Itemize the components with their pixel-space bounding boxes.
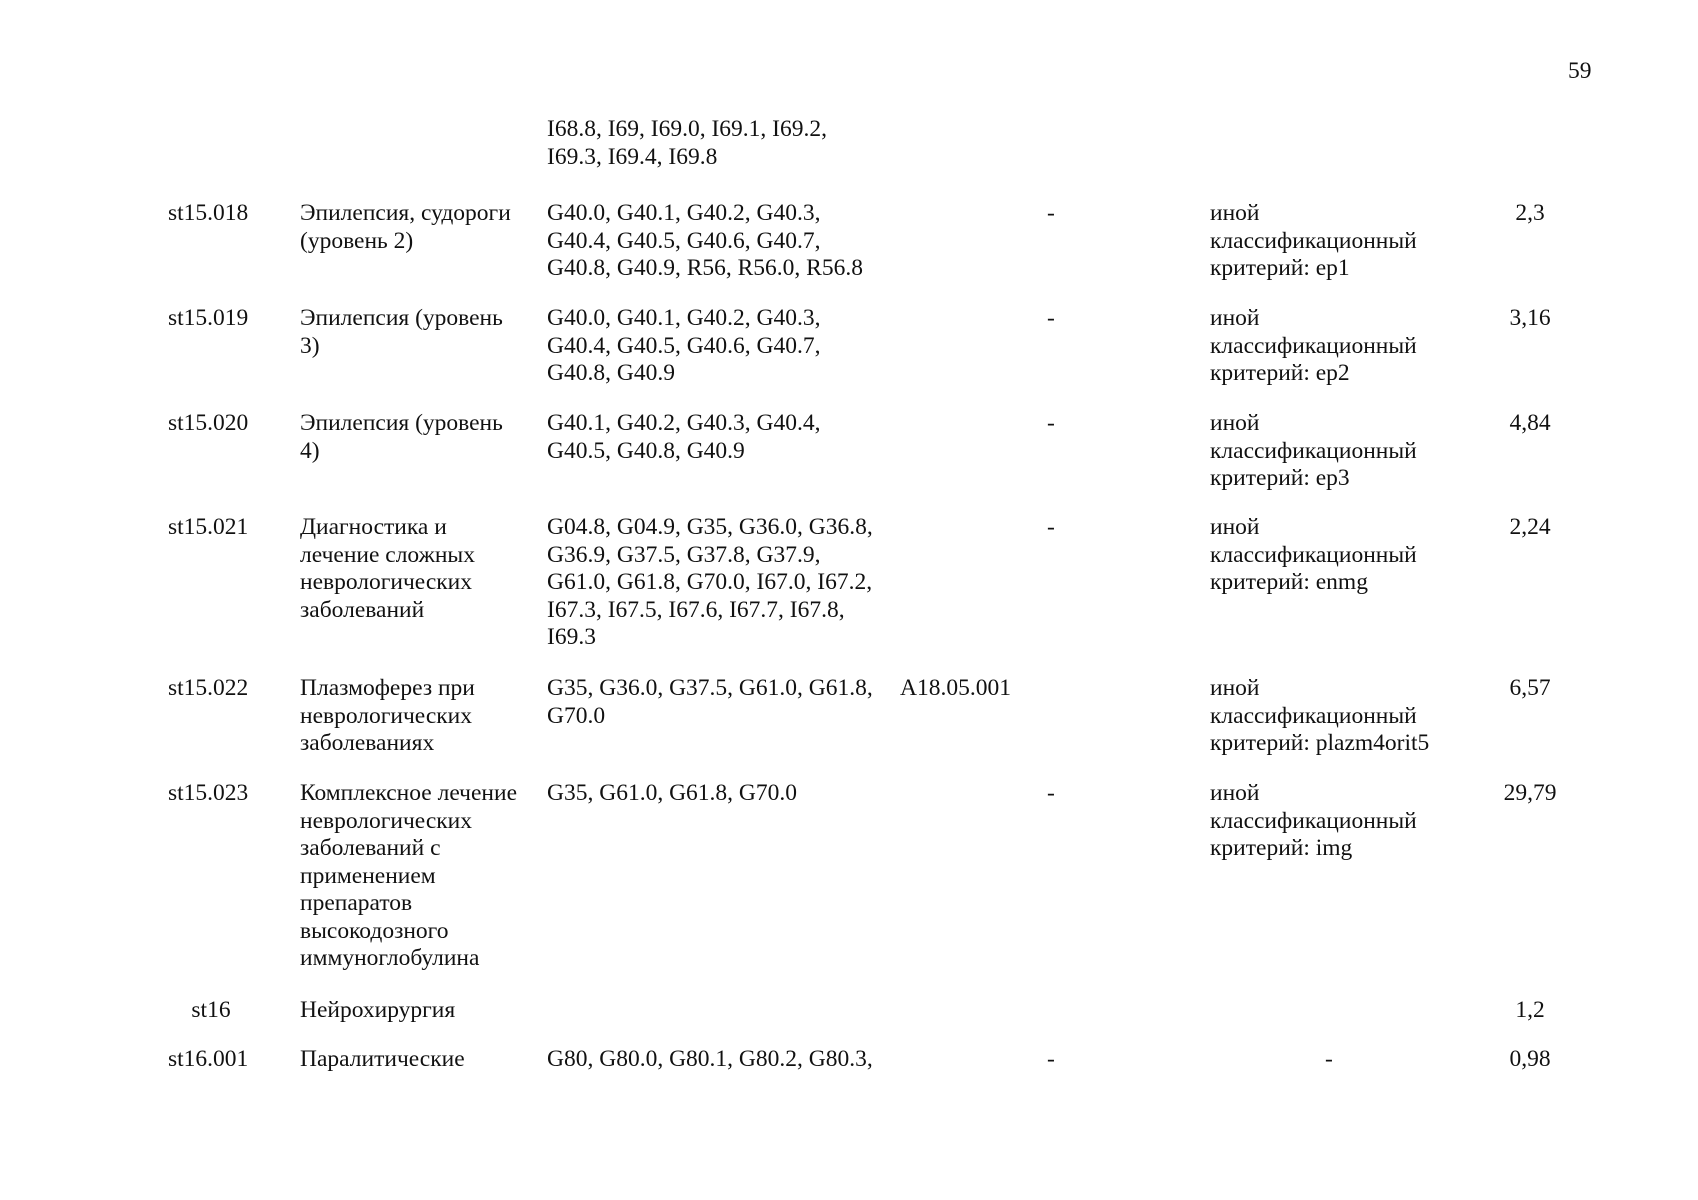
name-line: препаратов [300,890,413,916]
icd-codes-line: G35, G61.0, G61.8, G70.0 [547,780,798,806]
name-line: неврологических [300,569,472,595]
name-cell [300,514,475,624]
code-cell: st15.021 [168,514,249,540]
name-line: заболеваний [300,596,425,623]
criterion-line: иной [1210,200,1260,226]
criterion-cell [1325,1046,1333,1074]
criterion-line: классификационный [1210,541,1417,568]
operation-cell: - [1047,410,1055,436]
criterion-cell [1210,675,1429,758]
icd-codes-cell [547,675,873,730]
icd-codes-line: G40.5, G40.8, G40.9 [547,437,745,464]
icd-codes-line: I68.8, I69, I69.0, I69.1, I69.2, [547,116,828,142]
name-line: (уровень 2) [300,227,414,254]
icd-codes-line: G36.9, G37.5, G37.8, G37.9, [547,541,821,568]
icd-codes-cell [547,200,863,283]
criterion-cell [1210,514,1417,597]
icd-codes-line: G04.8, G04.9, G35, G36.0, G36.8, [547,514,873,540]
code-cell: st15.020 [168,410,249,436]
criterion-line: иной [1210,780,1260,806]
name-line: Плазмоферез при [300,675,475,701]
name-cell [300,997,455,1025]
coefficient-cell: 3,16 [1509,305,1551,331]
icd-codes-cell [547,780,797,808]
name-cell [300,305,503,360]
name-line: высокодозного [300,917,449,944]
coefficient-cell: 4,84 [1509,410,1551,436]
icd-codes-line: G70.0 [547,702,606,729]
name-line: 3) [300,332,320,359]
name-line: Комплексное лечение [300,780,517,806]
operation-cell: - [1047,1046,1055,1072]
criterion-line: - [1325,1046,1333,1072]
page-number: 59 [1568,58,1592,84]
code-cell: st15.018 [168,200,249,226]
criterion-line: критерий: enmg [1210,569,1368,595]
name-line: неврологических [300,807,472,834]
operation-cell: - [1047,514,1055,540]
coefficient-cell: 0,98 [1509,1046,1551,1072]
criterion-line: иной [1210,410,1260,436]
criterion-cell [1210,780,1417,863]
icd-codes-line: G40.0, G40.1, G40.2, G40.3, [547,200,821,226]
criterion-line: классификационный [1210,437,1417,464]
operation-cell: - [1047,200,1055,226]
icd-codes-line: I69.3 [547,624,596,650]
coefficient-cell: 2,24 [1509,514,1551,540]
name-line: неврологических [300,702,472,729]
icd-codes-cell [547,305,821,388]
name-line: 4) [300,437,320,464]
name-line: применением [300,862,436,889]
name-line: Паралитические [300,1046,465,1072]
name-line: заболеваниях [300,730,435,756]
operation-cell: - [1047,305,1055,331]
code-cell: st16.001 [168,1046,249,1072]
criterion-line: классификационный [1210,332,1417,359]
operation-cell: A18.05.001 [900,675,1011,701]
icd-codes-line: I69.3, I69.4, I69.8 [547,143,718,170]
coefficient-cell: 29,79 [1503,780,1557,806]
name-cell [300,675,475,758]
icd-codes-cell [547,514,873,652]
icd-codes-line: G80, G80.0, G80.1, G80.2, G80.3, [547,1046,873,1072]
icd-codes-line: G40.4, G40.5, G40.6, G40.7, [547,227,821,254]
name-line: лечение сложных [300,541,475,568]
coefficient-cell: 1,2 [1515,997,1545,1023]
code-cell: st15.023 [168,780,249,806]
code-cell: st15.022 [168,675,249,701]
icd-codes-line: G40.8, G40.9, R56, R56.0, R56.8 [547,255,863,281]
icd-codes-line: G40.4, G40.5, G40.6, G40.7, [547,332,821,359]
criterion-line: критерий: ep3 [1210,465,1350,491]
name-line: Эпилепсия (уровень [300,305,503,331]
criterion-line: иной [1210,675,1260,701]
icd-codes-line: G40.8, G40.9 [547,360,675,386]
criterion-line: классификационный [1210,807,1417,834]
icd-codes-line: G35, G36.0, G37.5, G61.0, G61.8, [547,675,873,701]
name-cell [300,1046,465,1074]
criterion-cell [1210,200,1417,283]
icd-codes-cell [547,1046,873,1074]
coefficient-cell: 2,3 [1515,200,1545,226]
icd-codes-cell [547,410,821,465]
icd-codes-line: G40.0, G40.1, G40.2, G40.3, [547,305,821,331]
criterion-cell [1210,305,1417,388]
name-cell [300,200,511,255]
criterion-line: критерий: img [1210,835,1353,861]
name-line: заболеваний с [300,835,441,861]
name-cell [300,410,503,465]
criterion-line: критерий: ep2 [1210,360,1350,386]
code-cell: st16 [191,997,231,1023]
criterion-line: классификационный [1210,702,1417,729]
criterion-line: критерий: plazm4orit5 [1210,730,1430,756]
name-line: иммуноглобулина [300,945,480,971]
name-line: Диагностика и [300,514,447,540]
criterion-cell [1210,410,1417,493]
criterion-line: иной [1210,305,1260,331]
criterion-line: классификационный [1210,227,1417,254]
icd-codes-cell [547,116,827,171]
icd-codes-line: I67.3, I67.5, I67.6, I67.7, I67.8, [547,596,845,623]
name-line: Нейрохирургия [300,997,456,1023]
criterion-line: иной [1210,514,1260,540]
name-cell [300,780,517,973]
name-line: Эпилепсия, судороги [300,200,511,226]
icd-codes-line: G40.1, G40.2, G40.3, G40.4, [547,410,821,436]
operation-cell: - [1047,780,1055,806]
icd-codes-line: G61.0, G61.8, G70.0, I67.0, I67.2, [547,569,873,595]
criterion-line: критерий: ep1 [1210,255,1350,281]
name-line: Эпилепсия (уровень [300,410,503,436]
coefficient-cell: 6,57 [1509,675,1551,701]
code-cell: st15.019 [168,305,249,331]
